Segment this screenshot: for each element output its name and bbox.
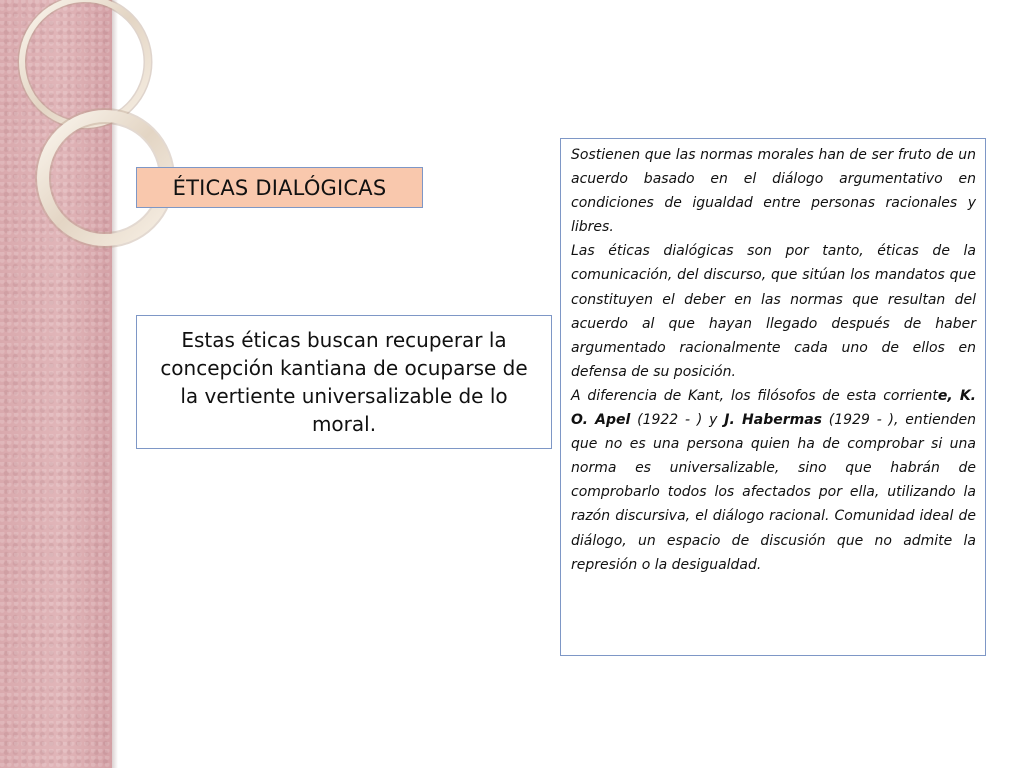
slide-title: ÉTICAS DIALÓGICAS xyxy=(172,175,387,200)
side-band-shadow xyxy=(112,0,118,768)
title-box xyxy=(136,167,423,208)
detail-p3-part-c: (1922 - ) y xyxy=(630,412,725,429)
author-apel: e, K. O. Apel xyxy=(571,387,976,429)
author-habermas: J. Habermas xyxy=(724,412,822,429)
detail-box xyxy=(560,138,986,656)
summary-box xyxy=(136,315,552,449)
detail-p3-part-a: A diferencia de Kant, los filósofos de esta corrient xyxy=(571,387,938,404)
summary-text: Estas éticas buscan recuperar la concepción kantiana de ocuparse de la vertiente universalizable de lo moral. xyxy=(160,328,528,436)
detail-paragraph-2: Las éticas dialógicas son por tanto, éticas de la comunicación, del discurso, que sitúan los mandatos que constituyen el deber en las normas que resultan del acuerdo al que hayan llegado después de haber argumentado racionalmente cada uno de ellos en defensa de su posición. xyxy=(571,243,976,380)
detail-paragraph-3 xyxy=(571,384,976,577)
detail-p3-part-e: (1929 - ), entienden que no es una persona quien ha de comprobar si una norma es universalizable, sino que habrán de comprobarlo todos los afectados por ella, utilizando la razón discursiva, el diálogo racional. Comunidad ideal de diálogo, un espacio de discusión que no admite la represión o la desigualdad. xyxy=(571,412,977,573)
detail-paragraph-1: Sostienen que las normas morales han de ser fruto de un acuerdo basado en el diálogo argumentativo en condiciones de igualdad entre personas racionales y libres. xyxy=(571,147,976,236)
decorative-side-band xyxy=(0,0,112,768)
